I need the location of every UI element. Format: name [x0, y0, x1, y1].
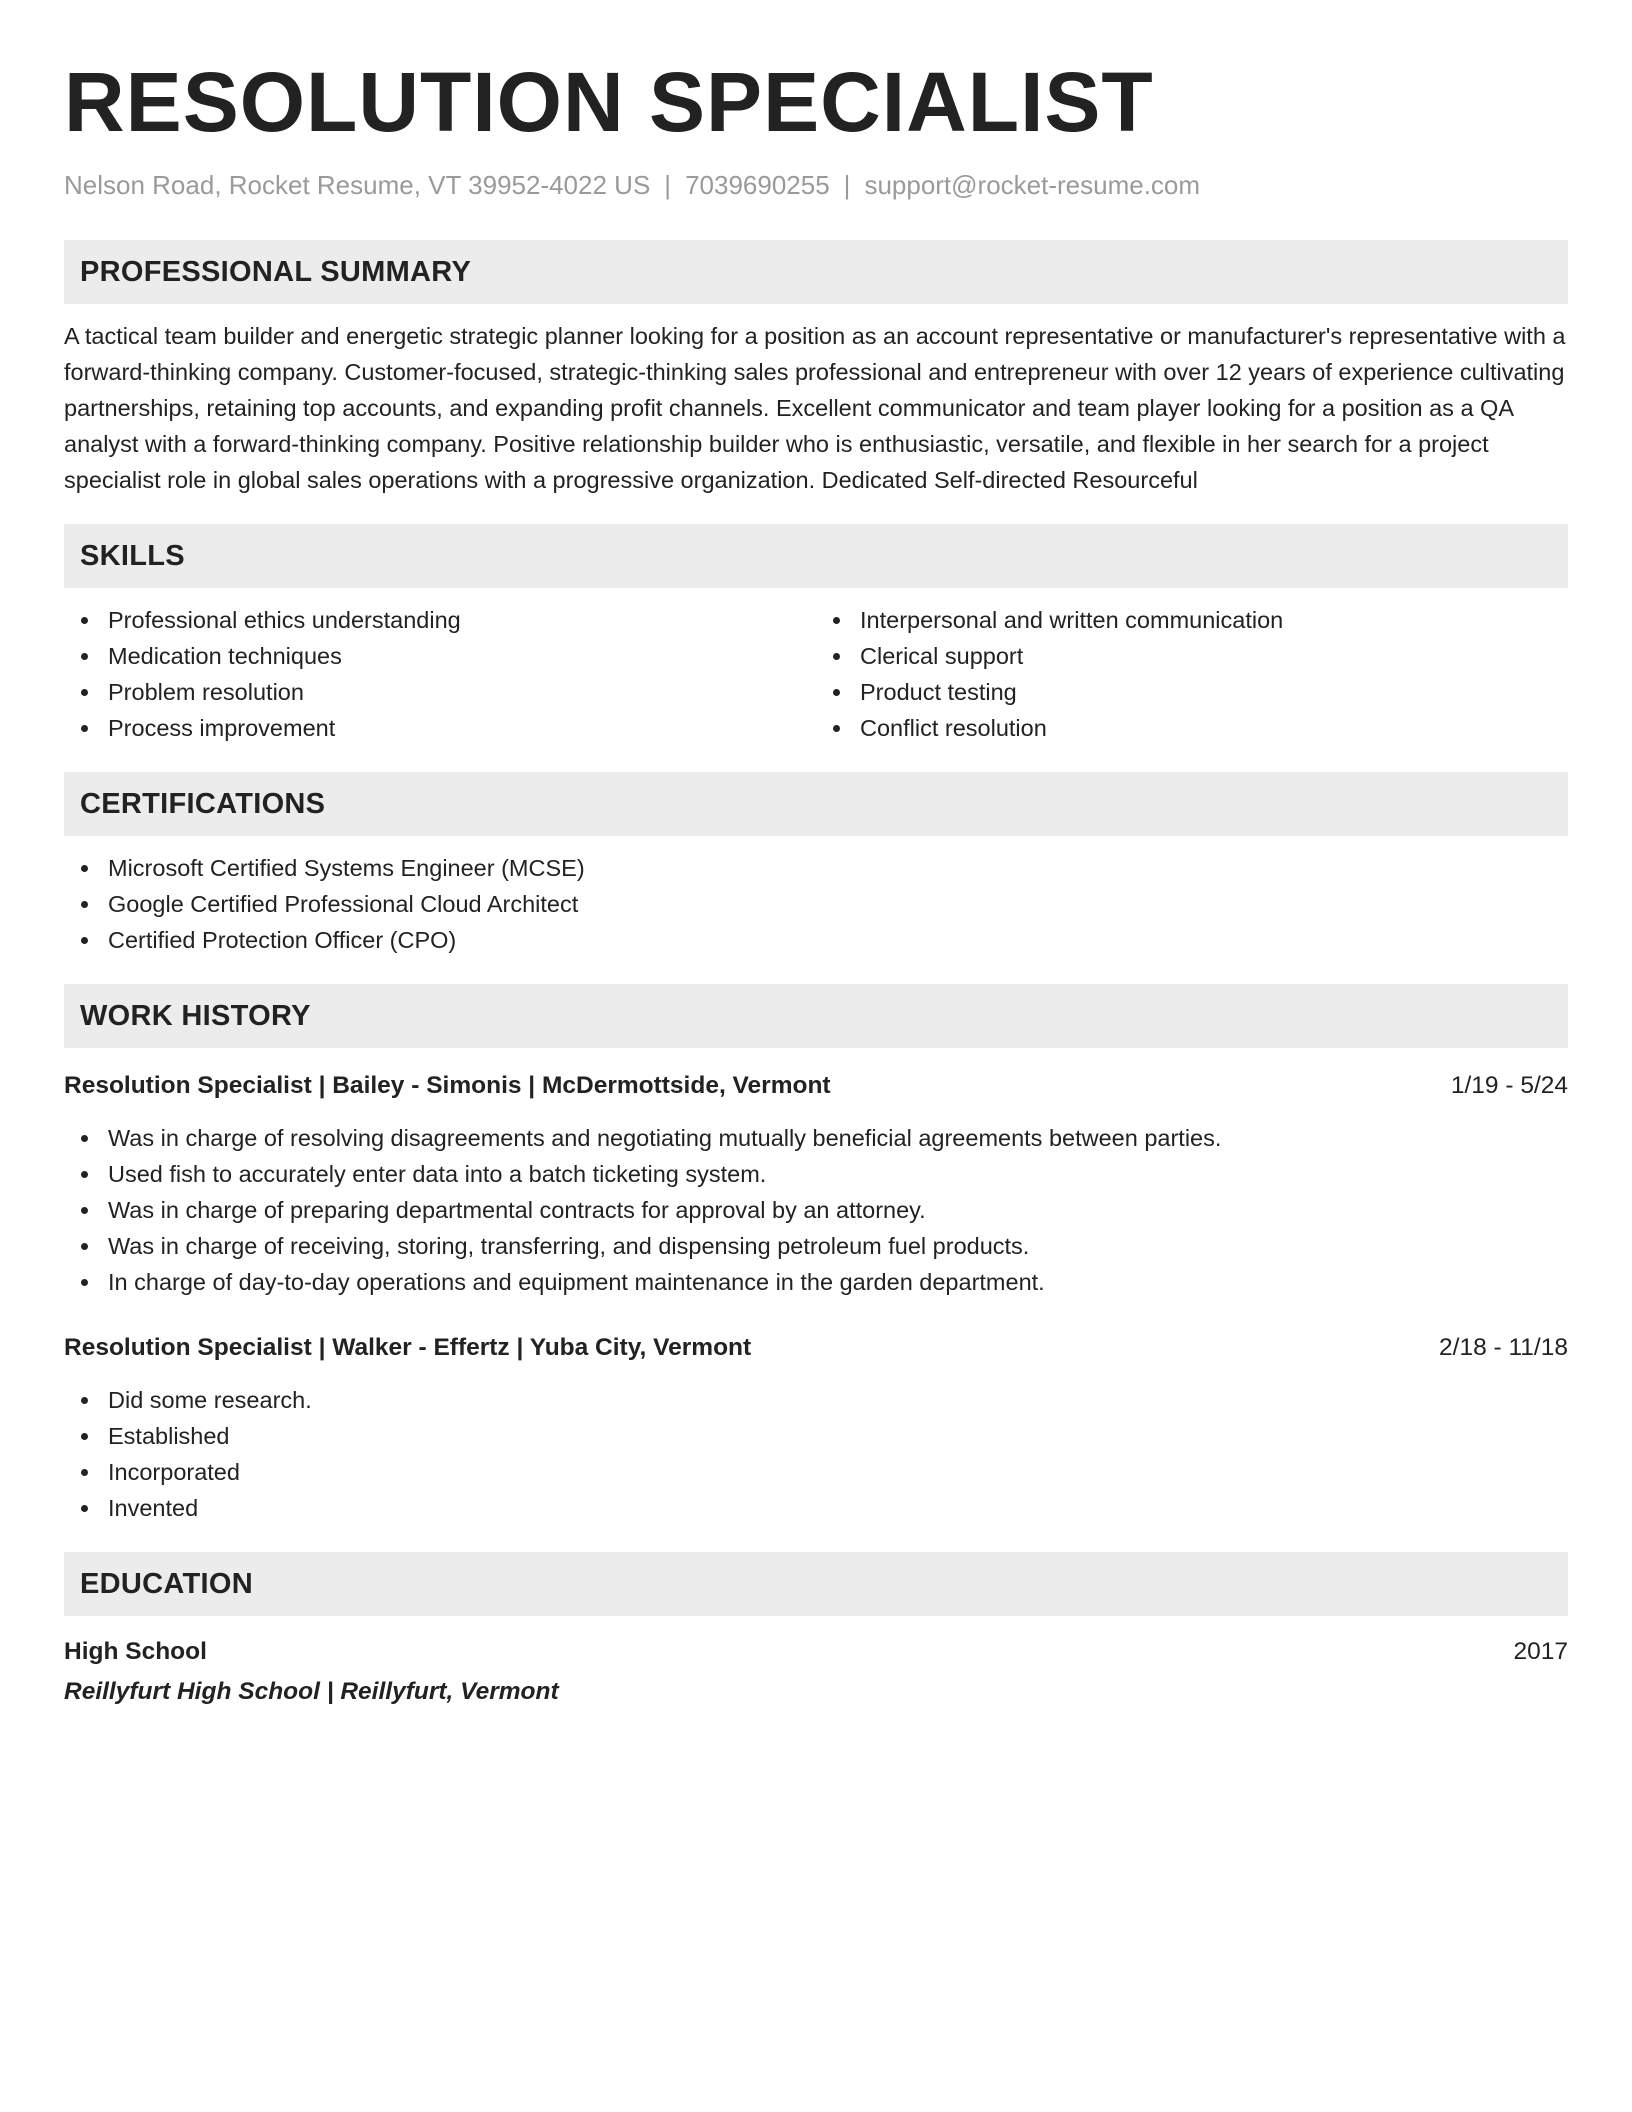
job-bullets — [64, 1120, 1568, 1300]
resume-name: RESOLUTION SPECIALIST — [64, 55, 1154, 149]
skill-item: Interpersonal and written communication — [816, 602, 1568, 638]
skills-list — [64, 602, 1568, 746]
section-header-certifications: CERTIFICATIONS — [64, 772, 1568, 836]
certification-item: Google Certified Professional Cloud Architect — [64, 886, 1568, 922]
skill-item: Conflict resolution — [816, 710, 1568, 746]
skill-item: Medication techniques — [64, 638, 816, 674]
job-bullet: Incorporated — [64, 1454, 1568, 1490]
certifications-list — [64, 850, 1568, 958]
job-title: Resolution Specialist | Bailey - Simonis | McDermottside, Vermont — [64, 1072, 831, 1100]
section-header-education: EDUCATION — [64, 1552, 1568, 1616]
job-title: Resolution Specialist | Walker - Effertz | Yuba City, Vermont — [64, 1334, 752, 1362]
section-header-work-history: WORK HISTORY — [64, 984, 1568, 1048]
education-school: Reillyfurt High School | Reillyfurt, Vermont — [64, 1678, 559, 1706]
job-bullet: Was in charge of preparing departmental contracts for approval by an attorney. — [64, 1192, 1568, 1228]
job-bullet: Established — [64, 1418, 1568, 1454]
contact-address: Nelson Road, Rocket Resume, VT 39952-4022 US — [64, 169, 651, 200]
job-bullet: Used fish to accurately enter data into a batch ticketing system. — [64, 1156, 1568, 1192]
section-header-skills: SKILLS — [64, 524, 1568, 588]
job-bullet: Was in charge of receiving, storing, transferring, and dispensing petroleum fuel products. — [64, 1228, 1568, 1264]
job-heading-row — [64, 1330, 1568, 1366]
job-bullet: In charge of day-to-day operations and equipment maintenance in the garden department. — [64, 1264, 1568, 1300]
education-degree: High School — [64, 1638, 207, 1666]
certification-item: Certified Protection Officer (CPO) — [64, 922, 1568, 958]
summary-text: A tactical team builder and energetic strategic planner looking for a position as an account representative or manufacturer's representative with a forward-thinking company. Customer-focused, strategic-thinking sales professional and entrepreneur with over 12 years of experience cultivating partnerships, retaining top accounts, and expanding profit channels. Excellent communicator and team player looking for a position as a QA analyst with a forward-thinking company. Positive relationship builder who is enthusiastic, versatile, and flexible in her search for a project specialist role in global sales operations with a progressive organization. Dedicated Self-directed Resourceful — [64, 323, 1566, 494]
certification-item: Microsoft Certified Systems Engineer (MCSE) — [64, 850, 1568, 886]
education-heading-row — [64, 1634, 1568, 1670]
contact-line — [64, 169, 1568, 203]
skills-column-right — [816, 602, 1568, 746]
job-bullets — [64, 1382, 1568, 1526]
job-heading-row — [64, 1068, 1568, 1104]
skill-item: Clerical support — [816, 638, 1568, 674]
education-year: 2017 — [1513, 1638, 1568, 1666]
contact-separator: | — [843, 169, 851, 200]
skill-item: Problem resolution — [64, 674, 816, 710]
contact-phone: 7039690255 — [685, 169, 830, 200]
skill-item: Professional ethics understanding — [64, 602, 816, 638]
job-dates: 1/19 - 5/24 — [1450, 1072, 1568, 1100]
skills-column-left — [64, 602, 816, 746]
job-dates: 2/18 - 11/18 — [1439, 1334, 1568, 1362]
contact-separator: | — [664, 169, 672, 200]
contact-email: support@rocket-resume.com — [864, 169, 1201, 200]
job-bullet: Invented — [64, 1490, 1568, 1526]
job-bullet: Was in charge of resolving disagreements and negotiating mutually beneficial agreements between parties. — [64, 1120, 1568, 1156]
skill-item: Process improvement — [64, 710, 816, 746]
skill-item: Product testing — [816, 674, 1568, 710]
section-header-summary: PROFESSIONAL SUMMARY — [64, 240, 1568, 304]
job-bullet: Did some research. — [64, 1382, 1568, 1418]
